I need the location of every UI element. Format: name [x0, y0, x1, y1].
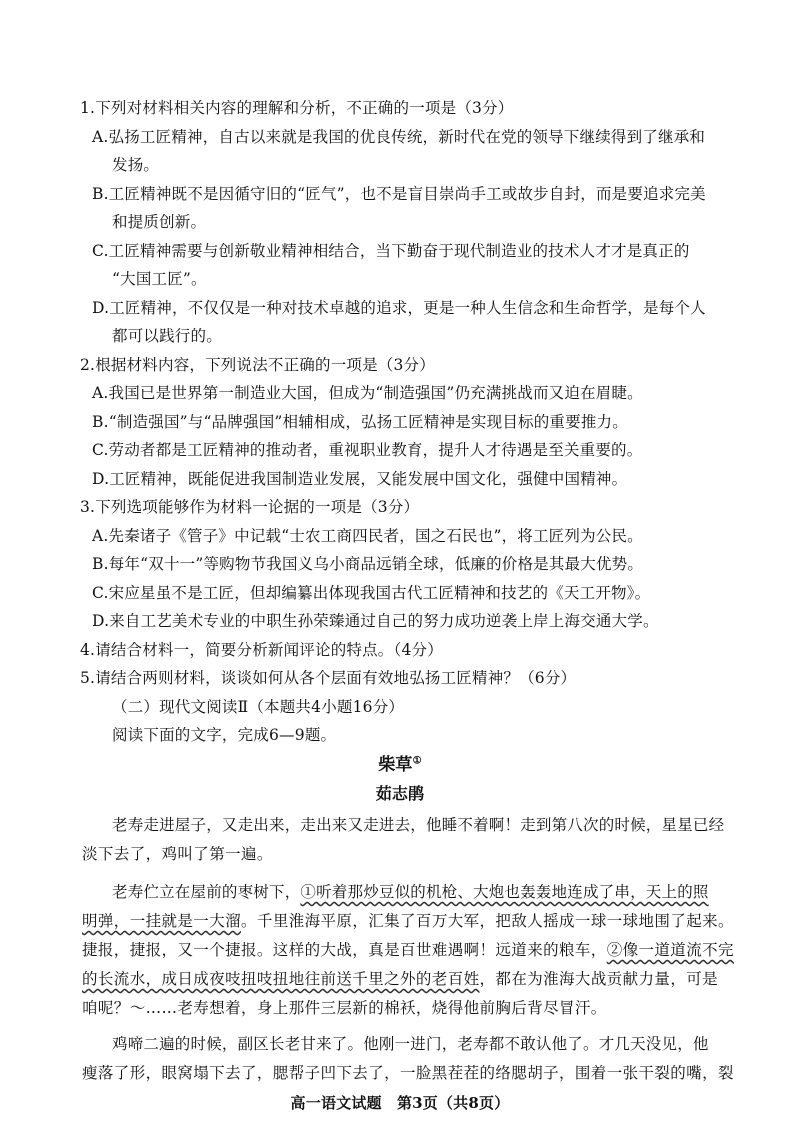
q2-option-a: A.我国已是世界第一制造业大国，但成为“制造强国”仍充满挑战而又迫在眉睫。: [92, 384, 643, 402]
section-heading: （二）现代文阅读Ⅱ（本题共4小题16分）: [112, 698, 405, 716]
q1-option-d: D.工匠精神，不仅仅是一种对技术卓越的追求，更是一种人生信念和生命哲学，是每个人: [92, 299, 706, 317]
underlined-sentence-1: ①听着那炒豆似的机枪、大炮也轰轰地连成了串，天上的照: [300, 883, 709, 901]
story-para-3-line-1: 鸡啼二遍的时候，副区长老甘来了。他刚一进门，老寿都不敢认他了。才几天没见，他: [112, 1035, 709, 1053]
underlined-sentence-2: ②像一道道流不完: [606, 941, 734, 959]
story-para-2-line-4: [0, 966, 800, 992]
text-plain: ，都在为淮海大战贡献力量，可是: [479, 970, 719, 988]
q3-option-b: B.每年“双十一”等购物节我国义乌小商品远销全球，低廉的价格是其最大优势。: [92, 555, 644, 573]
q1-option-c-cont: “大国工匠”。: [112, 270, 207, 288]
reading-instruction: 阅读下面的文字，完成6—9题。: [112, 726, 337, 744]
page-footer: 高一语文试题 第3页（共8页）: [290, 1094, 510, 1112]
story-para-3-line-2: 瘦落了形，眼窝塌下去了，腮帮子凹下去了，一脸黑茬茬的络腮胡子，围着一张干裂的嘴，裂: [82, 1064, 734, 1082]
q1-option-a: A.弘扬工匠精神，自古以来就是我国的优良传统，新时代在党的领导下继续得到了继承和: [92, 128, 706, 146]
question-4: 4.请结合材料一，简要分析新闻评论的特点。（4分）: [80, 641, 443, 659]
q3-option-d: D.来自工艺美术专业的中职生孙荣臻通过自己的努力成功逆袭上岸上海交通大学。: [92, 612, 659, 630]
story-para-1-line-1: 老寿走进屋子，又走出来，走出来又走进去，他睡不着啊！走到第八次的时候，星星已经: [112, 816, 725, 834]
story-para-2-line-1: [0, 879, 800, 905]
q1-option-c: C.工匠精神需要与创新敬业精神相结合，当下勤奋于现代制造业的技术人才才是真正的: [92, 242, 690, 260]
q2-option-b: B.“制造强国”与“品牌强国”相辅相成，弘扬工匠精神是实现目标的重要推力。: [92, 413, 628, 431]
story-title: [0, 752, 800, 778]
q2-option-d: D.工匠精神，既能促进我国制造业发展，又能发展中国文化，强健中国精神。: [92, 470, 628, 488]
text-plain: 老寿伫立在屋前的枣树下，: [112, 883, 301, 901]
footnote-mark: ①: [412, 755, 422, 767]
question-3-stem: 3.下列选项能够作为材料一论据的一项是（3分）: [80, 498, 420, 516]
story-para-2-line-5: 咱呢？～……老寿想着，身上那件三层新的棉袄，烧得他前胸后背尽冒汗。: [82, 999, 607, 1017]
question-1-stem: 1.下列对材料相关内容的理解和分析，不正确的一项是（3分）: [80, 99, 514, 117]
underlined-sentence-1-cont: 明弹，一挂就是一大溜: [82, 912, 242, 930]
story-author: 茹志鹃: [375, 784, 425, 803]
q2-option-c: C.劳动者都是工匠精神的推动者，重视职业教育，提升人才待遇是至关重要的。: [92, 441, 643, 459]
question-5: 5.请结合两则材料，谈谈如何从各个层面有效地弘扬工匠精神？（6分）: [80, 669, 577, 687]
q1-option-d-cont: 都可以践行的。: [112, 327, 222, 345]
underlined-sentence-2-cont: 的长流水，成日成夜吱扭吱扭地往前送千里之外的老百姓: [82, 970, 480, 988]
q3-option-a: A.先秦诸子《管子》中记载“士农工商四民者，国之石民也”，将工匠列为公民。: [92, 527, 643, 545]
story-title-text: 柴草: [378, 755, 413, 775]
story-para-2-line-2: [0, 908, 800, 934]
story-para-1-line-2: 淡下去了，鸡叫了第一遍。: [82, 845, 273, 863]
q3-option-c: C.宋应星虽不是工匠，但却编纂出体现我国古代工匠精神和技艺的《天工开物》。: [92, 584, 651, 602]
story-para-2-line-3: [0, 937, 800, 963]
text-plain: 捷报，捷报，又一个捷报。这样的大战，真是百世难遇啊！远道来的粮车，: [82, 941, 607, 959]
q1-option-b: B.工匠精神既不是因循守旧的“匠气”，也不是盲目崇尚手工或故步自封，而是要追求完美: [92, 185, 706, 203]
question-2-stem: 2.根据材料内容，下列说法不正确的一项是（3分）: [80, 356, 435, 374]
q1-option-b-cont: 和提质创新。: [112, 213, 207, 231]
text-plain: 。千里淮海平原，汇集了百万大军，把敌人摇成一球一球地围了起来。: [241, 912, 734, 930]
q1-option-a-cont: 发扬。: [112, 156, 160, 174]
